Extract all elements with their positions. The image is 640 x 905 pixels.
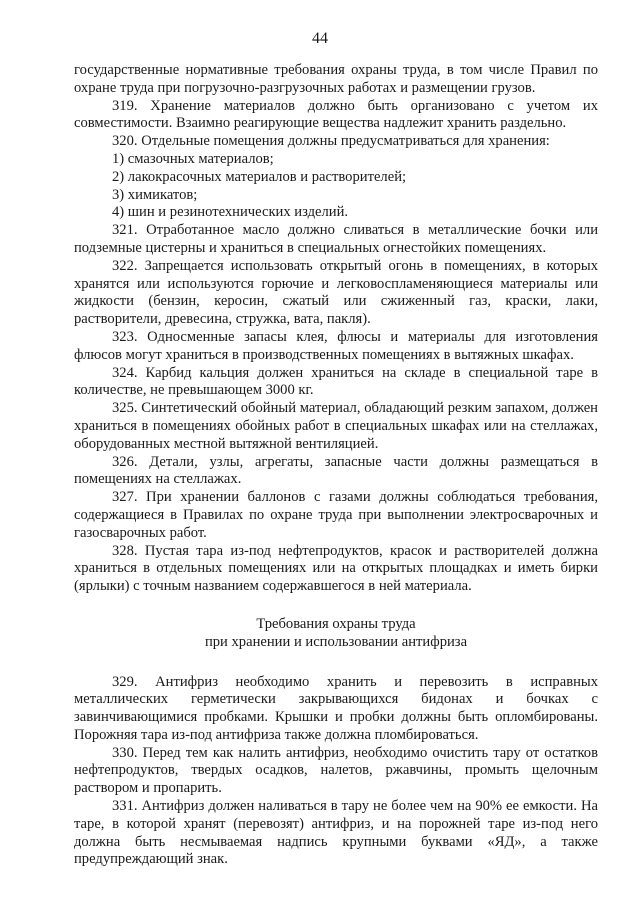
- paragraph-320-3: 3) химикатов;: [112, 186, 198, 203]
- paragraph-330: 330. Перед тем как налить антифриз, необходимо очистить тару от остатков нефтепродуктов, твердых осадков, налетов, ржавчины, промыть щелочным раствором и пропарить.: [74, 744, 598, 797]
- page-number: 44: [312, 30, 328, 47]
- section-heading: [74, 616, 598, 652]
- document-body: [74, 62, 598, 869]
- paragraph-322: 322. Запрещается использовать открытый огонь в помещениях, в которых хранятся или используются горючие и легковоспламеняющиеся материалы или жидкости (бензин, керосин, сжатый или сжиженный газ, краски, лаки, растворители, древесина, стружка, вата, пакля).: [74, 257, 598, 328]
- paragraph-325: 325. Синтетический обойный материал, обладающий резким запахом, должен храниться в помещениях обойных работ в специальных шкафах или на стеллажах, оборудованных местной вытяжной вентиляцией.: [74, 400, 598, 452]
- paragraph-331: 331. Антифриз должен наливаться в тару не более чем на 90% ее емкости. На таре, в которой хранят (перевозят) антифриз, и на порожней таре из-под него должна быть несмываемая надпись крупными буквами «ЯД», а также предупреждающий знак.: [74, 798, 598, 868]
- paragraph-320-2: 2) лакокрасочных материалов и растворителей;: [112, 168, 407, 185]
- paragraph-328: 328. Пустая тара из-под нефтепродуктов, красок и растворителей должна храниться в отдельных помещениях или на открытых площадках и иметь бирки (ярлыки) с точным названием содержавшегося в ней материала.: [74, 542, 598, 595]
- paragraph-319: 319. Хранение материалов должно быть организовано с учетом их совместимости. Взаимно реагирующие вещества надлежит хранить раздельно.: [74, 97, 598, 132]
- paragraph-321: 321. Отработанное масло должно сливаться в металлические бочки или подземные цистерны и храниться в специальных огнестойких помещениях.: [74, 222, 598, 256]
- paragraph-329: 329. Антифриз необходимо хранить и перевозить в исправных металлических герметически закрывающихся бидонах и бочках с завинчивающимися пробками. Крышки и пробки должны быть опломбированы. Порожняя тара из-под антифриза также должна пломбироваться.: [74, 673, 598, 743]
- paragraph-326: 326. Детали, узлы, агрегаты, запасные части должны размещаться в помещениях на стеллажах.: [74, 453, 598, 488]
- paragraph-327: 327. При хранении баллонов с газами должны соблюдаться требования, содержащиеся в Правилах по охране труда при выполнении электросварочных и газосварочных работ.: [74, 489, 598, 541]
- section-heading-line-1: Требования охраны труда: [256, 615, 416, 632]
- section-heading-line-2: при хранении и использовании антифриза: [204, 633, 468, 650]
- paragraph-320: 320. Отдельные помещения должны предусматриваться для хранения:: [112, 133, 550, 150]
- paragraph-320-4: 4) шин и резинотехнических изделий.: [112, 204, 349, 221]
- paragraph-320-1: 1) смазочных материалов;: [112, 150, 274, 167]
- paragraph-cont: государственные нормативные требования охраны труда, в том числе Правил по охране труда при погрузочно-разгрузочных работах и размещении грузов.: [74, 62, 598, 96]
- paragraphs-before-heading: [74, 62, 598, 596]
- paragraph-324: 324. Карбид кальция должен храниться на складе в специальной таре в количестве, не превышающем 3000 кг.: [74, 364, 598, 399]
- paragraph-323: 323. Односменные запасы клея, флюсы и материалы для изготовления флюсов могут храниться в производственных помещениях в вытяжных шкафах.: [74, 328, 598, 363]
- paragraphs-after-heading: [74, 674, 598, 870]
